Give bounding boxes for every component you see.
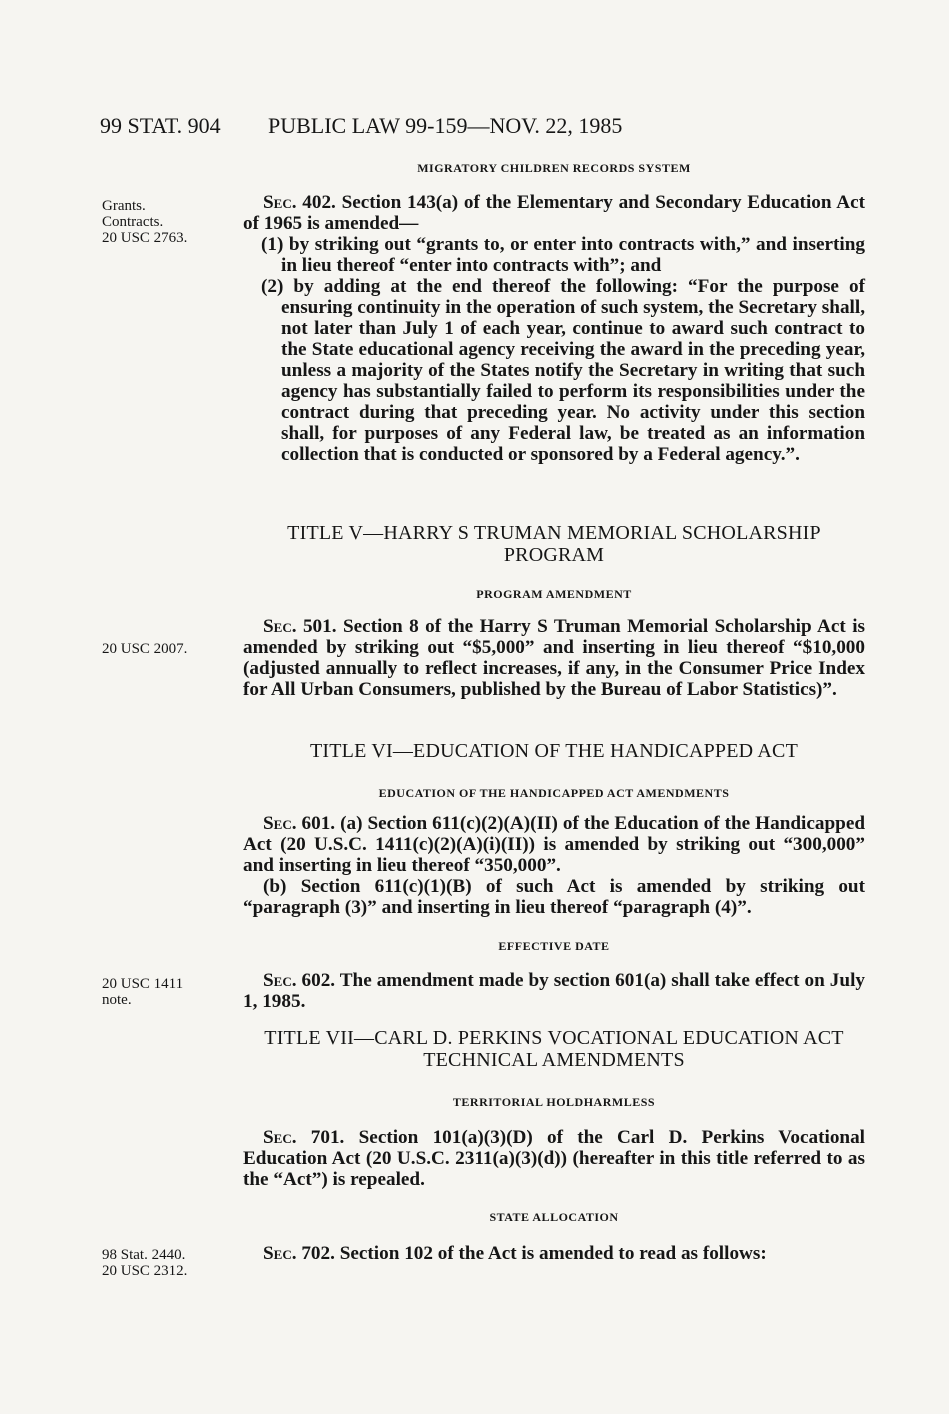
- sec-402-item-1: (1) by striking out “grants to, or enter into contracts with,” and inserting in lieu thereof “enter into contracts with”; and: [261, 234, 865, 276]
- section-701: [243, 1127, 865, 1190]
- sec-602-text: The amendment made by section 601(a) shall take effect on July 1, 1985.: [243, 970, 865, 1012]
- sec-701-text: Section 101(a)(3)(D) of the Carl D. Perkins Vocational Education Act (20 U.S.C. 2311(a)(3)(d)) (hereafter in this title referred to as the “Act”) is repealed.: [243, 1127, 866, 1190]
- sec-601-a: (a) Section 611(c)(2)(A)(II) of the Education of the Handicapped Act (20 U.S.C. 1411(c)(2)(A)(i)(II)) is amended by striking out “300,000” and inserting in lieu thereof “350,000”.: [243, 813, 866, 876]
- sec-402-label: Sec. 402.: [263, 192, 336, 213]
- title-vi-subheading: EDUCATION OF THE HANDICAPPED ACT AMENDMENTS: [378, 786, 730, 800]
- sec-501-label: Sec. 501.: [263, 616, 337, 637]
- sec-501-text: Section 8 of the Harry S Truman Memorial Scholarship Act is amended by striking out “$5,000” and inserting in lieu thereof “$10,000 (adjusted annually to reflect increases, if any, in the Consumer Price Index for All Urban Consumers, published by the Bureau of Labor Statistics)”.: [243, 616, 865, 700]
- section-heading-migratory: MIGRATORY CHILDREN RECORDS SYSTEM: [417, 161, 691, 175]
- sec-702-text: Section 102 of the Act is amended to read as follows:: [339, 1243, 767, 1264]
- section-601: [243, 813, 865, 918]
- stat-reference: 99 STAT. 904: [100, 113, 221, 138]
- sec-701-label: Sec. 701.: [263, 1127, 345, 1148]
- section-402: [243, 192, 865, 465]
- title-vii-heading: TITLE VII—CARL D. PERKINS VOCATIONAL EDUCATION ACT TECHNICAL AMENDMENTS: [264, 1027, 844, 1071]
- sec-601-label: Sec. 601.: [263, 813, 336, 834]
- margin-note-grants: Grants. Contracts. 20 USC 2763.: [102, 198, 188, 246]
- sec-601-b: (b) Section 611(c)(1)(B) of such Act is amended by striking out “paragraph (3)” and inserting in lieu thereof “paragraph (4)”.: [243, 876, 865, 918]
- title-v-heading: TITLE V—HARRY S TRUMAN MEMORIAL SCHOLARSHIP PROGRAM: [287, 522, 821, 566]
- sec-702-label: Sec. 702.: [263, 1243, 335, 1264]
- margin-note-2312: 98 Stat. 2440. 20 USC 2312.: [102, 1247, 188, 1279]
- sec-602-label: Sec. 602.: [263, 970, 336, 991]
- title-vi-heading: TITLE VI—EDUCATION OF THE HANDICAPPED ACT: [309, 740, 798, 762]
- sec-402-item-2: (2) by adding at the end thereof the following: “For the purpose of ensuring continuity in the operation of such system, the Secretary shall, not later than July 1 of each year, continue to award such contract to the State educational agency receiving the award in the preceding year, unless a majority of the States notify the Secretary in writing that such agency has substantially failed to perform its responsibilities under the contract during that preceding year. No activity under this section shall, for purposes of any Federal law, be treated as an information collection that is conducted or sponsored by a Federal agency.”.: [261, 276, 865, 465]
- title-v-subheading: PROGRAM AMENDMENT: [476, 587, 632, 601]
- section-702: [243, 1243, 865, 1264]
- margin-note-2007: 20 USC 2007.: [102, 641, 188, 657]
- title-vii-subheading: TERRITORIAL HOLDHARMLESS: [452, 1095, 656, 1109]
- margin-note-1411: 20 USC 1411 note.: [102, 976, 184, 1008]
- sec-402-text: Section 143(a) of the Elementary and Secondary Education Act of 1965 is amended—: [243, 192, 865, 234]
- state-allocation-heading: STATE ALLOCATION: [489, 1210, 619, 1224]
- section-602: [243, 970, 865, 1012]
- section-501: [243, 616, 865, 700]
- page-header-title: PUBLIC LAW 99-159—NOV. 22, 1985: [268, 113, 623, 138]
- effective-date-heading: EFFECTIVE DATE: [498, 939, 610, 953]
